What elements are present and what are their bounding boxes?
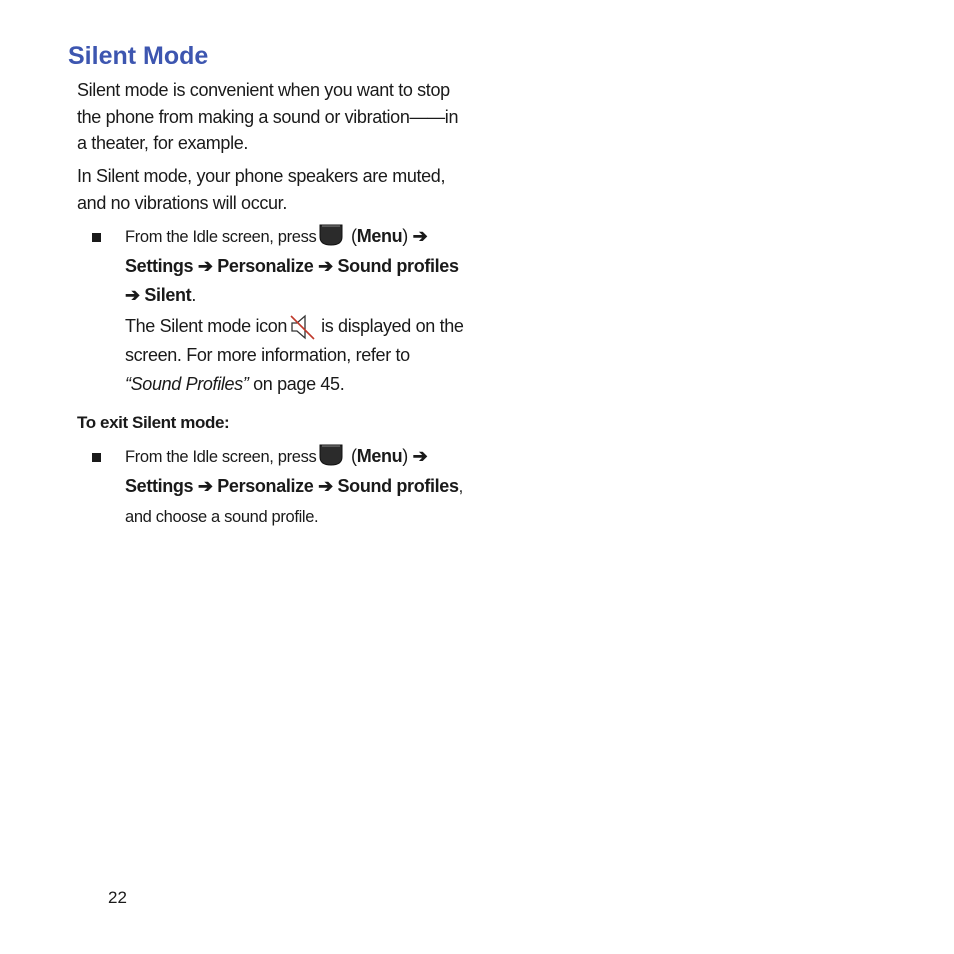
arrow-icon: ➔	[318, 476, 333, 496]
intro-paragraph-2: In Silent mode, your phone speakers are muted, and no vibrations will occur.	[77, 166, 446, 213]
open-paren: (	[346, 446, 357, 466]
silent-label: Silent	[144, 285, 192, 305]
step-exit-silent	[125, 442, 465, 532]
menu-label: Menu	[356, 446, 403, 466]
period: .	[191, 285, 196, 305]
sound-profiles-link[interactable]: “Sound Profiles”	[125, 374, 249, 394]
menu-key-icon	[318, 223, 344, 247]
arrow-icon: ➔	[412, 446, 428, 466]
silent-mode-icon	[289, 313, 317, 341]
silent-icon-note	[125, 312, 465, 399]
note-text-before: The Silent mode icon	[125, 316, 288, 336]
settings-label: Settings	[125, 256, 194, 276]
step-tail-text: , and choose a sound profile.	[125, 478, 463, 526]
arrow-icon: ➔	[125, 285, 140, 305]
personalize-label: Personalize	[217, 476, 314, 496]
arrow-icon: ➔	[318, 256, 333, 276]
arrow-icon: ➔	[412, 226, 428, 246]
intro-paragraph-1: Silent mode is convenient when you want to stop the phone from making a sound or vibration——in a theater, for example.	[77, 80, 459, 153]
page-reference: on page 45.	[253, 374, 345, 394]
arrow-icon: ➔	[197, 476, 213, 496]
bullet-square	[92, 453, 101, 462]
menu-key-icon	[318, 443, 344, 467]
personalize-label: Personalize	[217, 256, 314, 276]
note-text-after: is displayed on the screen. For more information, refer to	[125, 316, 464, 365]
bullet-square	[92, 233, 101, 242]
open-paren: (	[346, 226, 357, 246]
step-enable-silent	[125, 222, 465, 310]
sound-profiles-label: Sound profiles	[337, 476, 459, 496]
close-paren: )	[402, 226, 408, 246]
page-title: Silent Mode	[68, 42, 209, 70]
step-lead-text: From the Idle screen, press	[125, 448, 317, 466]
settings-label: Settings	[125, 476, 194, 496]
close-paren: )	[402, 446, 408, 466]
sound-profiles-label: Sound profiles	[337, 256, 459, 276]
arrow-icon: ➔	[197, 256, 213, 276]
menu-label: Menu	[356, 226, 403, 246]
exit-silent-heading: To exit Silent mode:	[77, 413, 230, 432]
step-lead-text: From the Idle screen, press	[125, 228, 317, 246]
page-number: 22	[108, 888, 127, 907]
